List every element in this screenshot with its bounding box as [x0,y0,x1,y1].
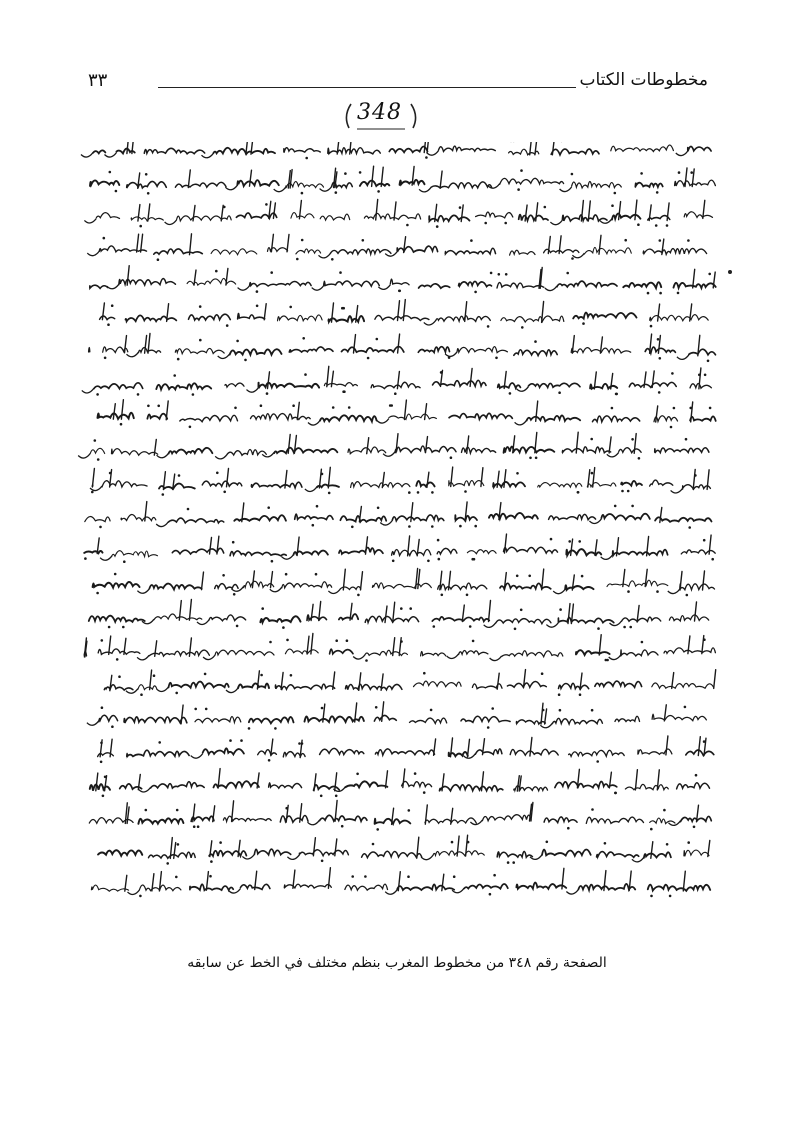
manuscript-line [87,702,707,730]
page-number: ٣٣ [88,70,108,91]
folio-label: 348 [357,100,402,125]
folio-number [335,98,425,134]
manuscript-line [89,600,709,631]
manuscript-line [89,800,711,830]
manuscript-line [104,670,715,696]
manuscript-line [90,266,716,295]
manuscript-line [82,366,712,396]
manuscript-line [84,634,715,662]
manuscript-line [90,166,715,194]
manuscript-image [76,142,726,942]
manuscript-line [98,736,714,763]
manuscript-line [90,769,710,798]
manuscript-line [100,300,709,329]
manuscript-line [98,835,710,865]
manuscript-line [81,142,711,159]
handwritten-script-icon [76,142,726,942]
header-title: مخطوطات الكتاب [579,70,708,90]
header-rule [158,87,576,88]
manuscript-line [78,432,709,461]
manuscript-line [89,334,716,363]
manuscript-line [91,868,710,898]
manuscript-line [87,234,706,261]
manuscript-line [98,400,716,429]
manuscript-line [84,199,712,228]
figure-caption: الصفحة رقم ٣٤٨ من مخطوط المغرب بنظم مختلف في الخط عن سابقه [187,955,607,971]
manuscript-line [84,534,715,563]
manuscript-line [85,502,712,529]
manuscript-line [90,467,710,496]
manuscript-line [93,568,715,596]
margin-mark-icon [728,270,732,274]
page-header [88,68,708,98]
